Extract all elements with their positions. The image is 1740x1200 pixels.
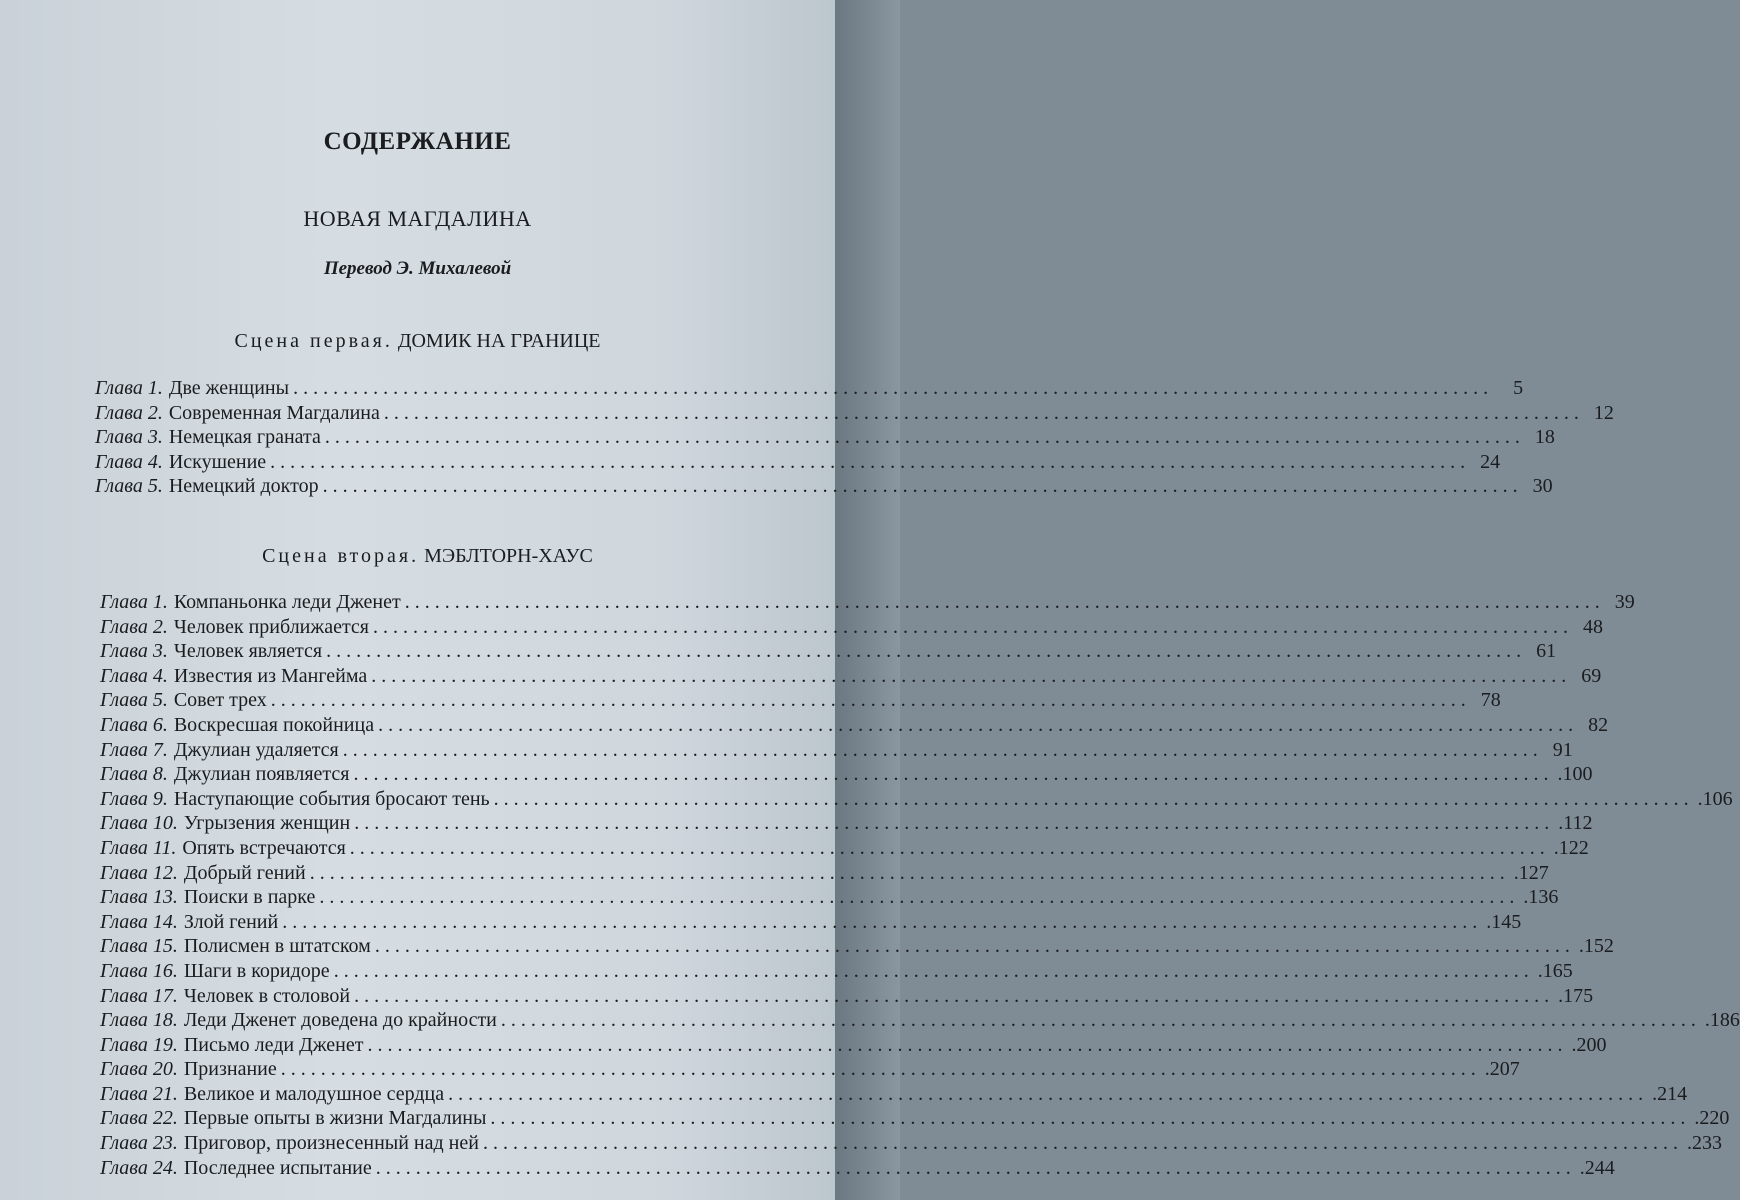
toc-entry [100,910,1522,935]
toc-entry [100,738,1573,763]
toc-entry [100,590,1635,615]
toc-entry [100,984,1594,1009]
leader-dots: ........................................................................................................................ [448,1082,1649,1105]
book-title: НОВАЯ МАГДАЛИНА [303,206,532,231]
toc-entry [100,811,1593,836]
chapter-number: Глава 6. [100,713,168,736]
leader-dots: ........................................................................................................................ [322,475,1523,498]
chapter-number: Глава 2. [100,615,168,638]
page-number: 24 [1480,450,1501,473]
leader-dots: ........................................................................................................................ [482,1132,1683,1155]
toc-entry [100,1057,1520,1082]
chapter-number: Глава 22. [100,1107,178,1130]
leader-dots: ........................................................................................................................ [375,1156,1576,1179]
chapter-title: Совет трех [173,689,267,712]
chapter-number: Глава 1. [95,377,163,399]
scene-heading-2 [0,545,845,568]
chapter-number: Глава 10. [100,812,178,835]
translator-credit: Перевод Э. Михалевой [323,258,512,279]
toc-entry [100,836,1589,861]
chapter-title: Полисмен в штатском [183,935,371,958]
leader-dots: ........................................................................................................................ [367,1033,1568,1056]
chapter-title: Джулиан появляется [173,763,350,786]
page-number: 61 [1536,640,1557,663]
page-number: 30 [1532,475,1553,498]
leader-dots: ........................................................................................................................ [493,787,1694,810]
chapter-title: Письмо леди Дженет [183,1033,364,1056]
page-number: .127 [1513,861,1549,884]
toc-entry [100,1131,1722,1156]
toc-entry [100,1008,1740,1033]
chapter-list-scene-2 [100,590,1740,1180]
leader-dots: ........................................................................................................................ [374,935,1575,958]
leader-dots: ........................................................................................................................ [349,836,1550,859]
chapter-number: Глава 19. [100,1033,178,1056]
toc-entry [100,664,1602,689]
chapter-title: Воскресшая покойница [173,713,375,736]
chapter-number: Глава 2. [95,401,163,424]
leader-dots: ........................................................................................................................ [383,401,1584,424]
chapter-number: Глава 12. [100,861,178,884]
toc-entry [95,425,1555,450]
scene-number: Сцена вторая. [262,545,420,567]
leader-dots: ........................................................................................................................ [333,959,1534,982]
chapter-number: Глава 24. [100,1156,178,1179]
chapter-title: Немецкая граната [168,426,321,449]
chapter-title: Человек приближается [173,615,370,638]
chapter-title: Человек в столовой [183,984,351,1007]
page-number: .106 [1697,787,1733,810]
leader-dots: ........................................................................................................................ [309,861,1510,884]
leader-dots: ........................................................................................................................ [354,812,1555,835]
chapter-number: Глава 17. [100,984,178,1007]
toc-entry [95,450,1501,475]
toc-entry [100,959,1573,984]
page-number: .112 [1558,812,1593,835]
chapter-number: Глава 11. [100,836,177,859]
leader-dots: ........................................................................................................................ [293,377,1494,399]
leader-dots: ........................................................................................................................ [270,450,1471,473]
leader-dots: ........................................................................................................................ [282,910,1483,933]
toc-entry [100,934,1614,959]
chapter-number: Глава 9. [100,787,168,810]
page-number: .175 [1558,984,1594,1007]
leader-dots: ........................................................................................................................ [373,615,1574,638]
chapter-number: Глава 7. [100,738,168,761]
chapter-title: Две женщины [168,377,290,399]
toc-entry [95,401,1614,426]
toc-entry [100,861,1549,886]
page-number: 5 [1513,377,1524,399]
leader-dots: ........................................................................................................................ [324,426,1525,449]
scene-name: ДОМИК НА ГРАНИЦЕ [397,330,601,352]
chapter-number: Глава 13. [100,886,178,909]
toc-entry [100,1156,1615,1181]
toc-entry [100,688,1501,713]
page-number: .214 [1652,1082,1688,1105]
page-number: .220 [1694,1107,1730,1130]
chapter-number: Глава 20. [100,1058,178,1081]
chapter-title: Известия из Мангейма [173,664,368,687]
page-number: .100 [1557,763,1593,786]
toc-entry [100,639,1557,664]
page-number: 48 [1583,615,1604,638]
page-number: 12 [1593,401,1614,424]
page-number: .186 [1704,1009,1740,1032]
page-number: 78 [1480,689,1501,712]
chapter-title: Злой гений [183,910,279,933]
chapter-number: Глава 4. [95,450,163,473]
chapter-number: Глава 4. [100,664,168,687]
chapter-title: Добрый гений [183,861,306,884]
leader-dots: ........................................................................................................................ [354,984,1555,1007]
toc-entry [100,1082,1688,1107]
leader-dots: ........................................................................................................................ [342,738,1543,761]
leader-dots: ........................................................................................................................ [326,640,1527,663]
page-number: .233 [1686,1132,1722,1155]
chapter-title: Компаньонка леди Дженет [173,591,401,613]
toc-title: СОДЕРЖАНИЕ [323,128,512,155]
chapter-title: Немецкий доктор [168,475,319,498]
toc-entry [95,474,1553,499]
toc-entry [95,376,1524,401]
chapter-title: Признание [183,1058,277,1081]
toc-entry [100,615,1604,640]
leader-dots: ........................................................................................................................ [371,664,1572,687]
chapter-number: Глава 14. [100,910,178,933]
chapter-title: Шаги в коридоре [183,959,330,982]
toc-entry [100,713,1609,738]
chapter-title: Наступающие события бросают тень [173,787,490,810]
page-number: .165 [1537,959,1573,982]
toc-entry [100,762,1593,787]
page-number: .136 [1523,886,1559,909]
page-number: .207 [1484,1058,1520,1081]
chapter-title: Леди Дженет доведена до крайности [183,1009,497,1032]
chapter-number: Глава 8. [100,763,168,786]
page-number: .200 [1571,1033,1607,1056]
toc-entry [100,885,1559,910]
scene-name: МЭБЛТОРН-ХАУС [424,545,593,567]
chapter-number: Глава 15. [100,935,178,958]
chapter-title: Человек является [173,640,323,663]
chapter-number: Глава 3. [100,640,168,663]
page-number: 39 [1614,591,1635,613]
scene-number: Сцена первая. [234,330,393,352]
chapter-number: Глава 21. [100,1082,178,1105]
toc-entry [100,1033,1607,1058]
leader-dots: ........................................................................................................................ [500,1009,1701,1032]
leader-dots: ........................................................................................................................ [378,713,1579,736]
chapter-title: Первые опыты в жизни Магдалины [183,1107,487,1130]
chapter-title: Угрызения женщин [183,812,351,835]
leader-dots: ........................................................................................................................ [490,1107,1691,1130]
chapter-title: Поиски в парке [183,886,316,909]
chapter-number: Глава 5. [100,689,168,712]
page-number: 69 [1581,664,1602,687]
chapter-number: Глава 16. [100,959,178,982]
leader-dots: ........................................................................................................................ [353,763,1554,786]
leader-dots: ........................................................................................................................ [404,591,1605,613]
leader-dots: ........................................................................................................................ [280,1058,1481,1081]
chapter-title: Великое и малодушное сердца [183,1082,445,1105]
chapter-number: Глава 18. [100,1009,178,1032]
chapter-title: Искушение [168,450,267,473]
chapter-title: Опять встречаются [182,836,346,859]
page-number: .152 [1578,935,1614,958]
chapter-title: Последнее испытание [183,1156,372,1179]
page-number: 82 [1588,713,1609,736]
page-number: 18 [1534,426,1555,449]
toc-entry [100,787,1733,812]
chapter-number: Глава 3. [95,426,163,449]
chapter-title: Приговор, произнесенный над ней [183,1132,479,1155]
page-number: .145 [1486,910,1522,933]
leader-dots: ........................................................................................................................ [270,689,1471,712]
chapter-number: Глава 23. [100,1132,178,1155]
chapter-list-scene-1 [95,376,1614,499]
chapter-title: Современная Магдалина [168,401,380,424]
chapter-number: Глава 1. [100,591,168,613]
chapter-title: Джулиан удаляется [173,738,339,761]
page-number: 91 [1552,738,1573,761]
chapter-number: Глава 5. [95,475,163,498]
page-number: .122 [1553,836,1589,859]
scene-heading-1 [0,330,835,353]
leader-dots: ........................................................................................................................ [319,886,1520,909]
toc-entry [100,1106,1730,1131]
page-number: .244 [1579,1156,1615,1179]
